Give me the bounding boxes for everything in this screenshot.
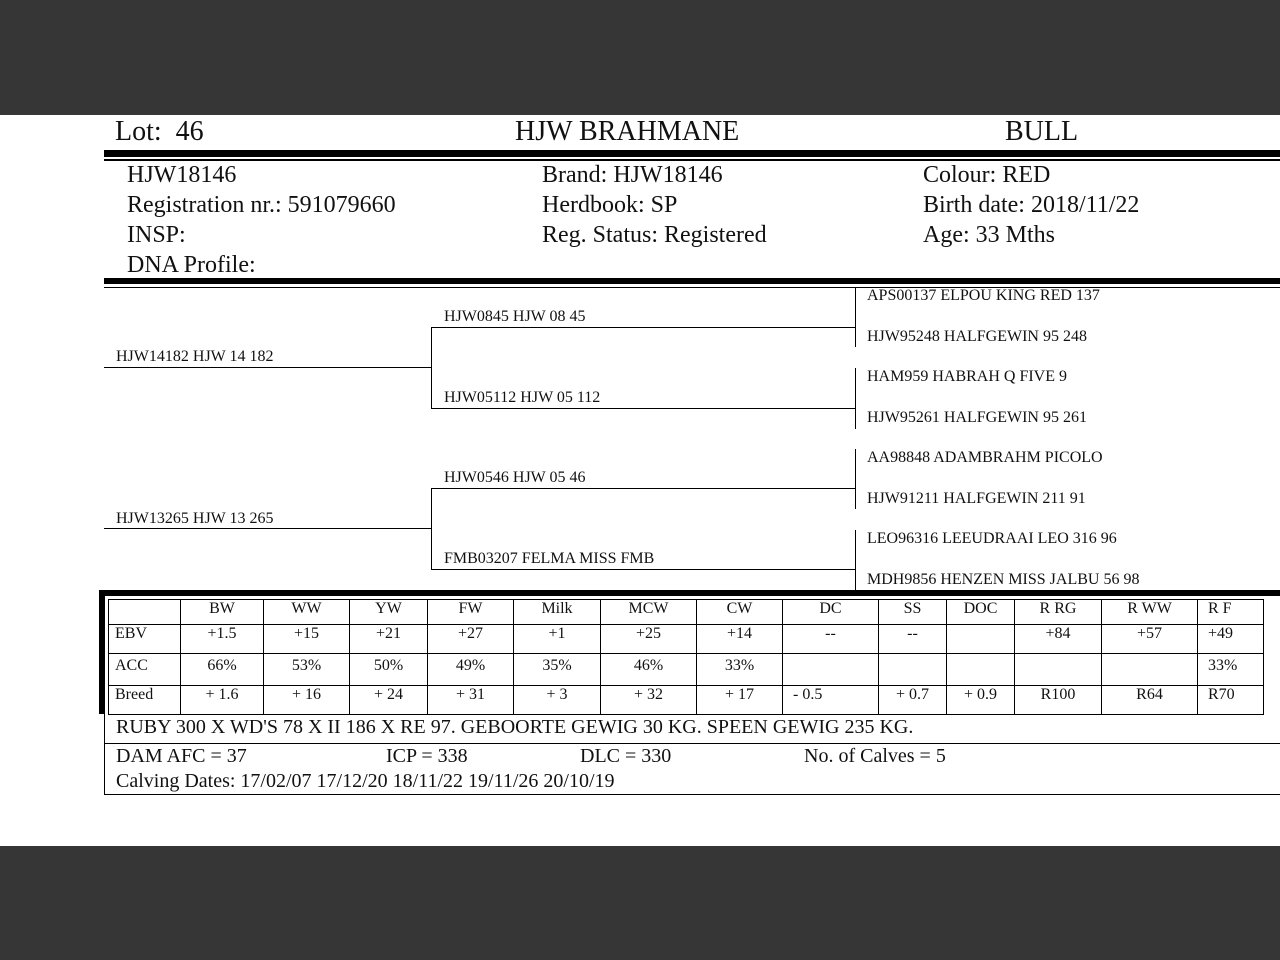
number-of-calves: No. of Calves = 5 <box>804 745 946 767</box>
ebv-top-rule <box>99 590 1280 596</box>
ebv-header-cell: SS <box>879 600 947 625</box>
acc-cell: 35% <box>514 654 601 686</box>
acc-cell: 33% <box>697 654 783 686</box>
gen3-ancestor-5: AA98848 ADAMBRAHM PICOLO <box>867 449 1103 466</box>
lot-label: Lot: 46 <box>115 116 204 147</box>
gen3-bracket-1 <box>855 288 856 347</box>
breed-cell: + 0.7 <box>879 686 947 715</box>
dam: HJW13265 HJW 13 265 <box>116 510 274 527</box>
calving-dates: Calving Dates: 17/02/07 17/12/20 18/11/22 19/11/26 20/10/19 <box>116 770 615 792</box>
acc-cell <box>947 654 1015 686</box>
colour: Colour: RED <box>923 162 1051 188</box>
acc-cell: 49% <box>428 654 514 686</box>
sire-dam-line <box>431 408 855 409</box>
ebv-cell: +57 <box>1102 625 1198 654</box>
dam-sire: HJW0546 HJW 05 46 <box>444 469 586 486</box>
ebv-cell: +84 <box>1015 625 1102 654</box>
dam-dam: FMB03207 FELMA MISS FMB <box>444 550 655 567</box>
bottom-letterbox <box>0 846 1280 960</box>
ebv-cell: +49 <box>1198 625 1264 654</box>
ebv-header-cell: Milk <box>514 600 601 625</box>
gen3-ancestor-4: HJW95261 HALFGEWIN 95 261 <box>867 409 1087 426</box>
pedigree-top-rule <box>104 278 1280 284</box>
ebv-left-rule <box>99 590 105 714</box>
ebv-header-cell: YW <box>350 600 428 625</box>
dam-line <box>104 528 431 529</box>
ebv-cell: +14 <box>697 625 783 654</box>
remarks: RUBY 300 X WD'S 78 X II 186 X RE 97. GEBOORTE GEWIG 30 KG. SPEEN GEWIG 235 KG. <box>116 716 914 738</box>
age: Age: 33 Mths <box>923 222 1055 248</box>
ebv-header-cell: R WW <box>1102 600 1198 625</box>
ebv-cell: -- <box>879 625 947 654</box>
ebv-cell: +25 <box>601 625 697 654</box>
ebv-header-cell: FW <box>428 600 514 625</box>
breed-cell: + 31 <box>428 686 514 715</box>
ebv-header-cell <box>109 600 181 625</box>
breed-cell: + 3 <box>514 686 601 715</box>
pedigree-top-rule-thin <box>104 287 1280 288</box>
herdbook: Herdbook: SP <box>542 192 678 218</box>
ebv-row-label: EBV <box>109 625 181 654</box>
breed-cell: + 17 <box>697 686 783 715</box>
acc-cell <box>1015 654 1102 686</box>
dam-afc: DAM AFC = 37 <box>116 745 247 767</box>
acc-row <box>109 654 1264 686</box>
breed-cell: R70 <box>1198 686 1264 715</box>
gen3-ancestor-7: LEO96316 LEEUDRAAI LEO 316 96 <box>867 530 1117 547</box>
sire: HJW14182 HJW 14 182 <box>116 348 274 365</box>
acc-cell <box>879 654 947 686</box>
ebv-header-row <box>109 600 1264 625</box>
gen3-ancestor-8: MDH9856 HENZEN MISS JALBU 56 98 <box>867 571 1140 588</box>
ebv-header-cell: DOC <box>947 600 1015 625</box>
animal-name: HJW BRAHMANE <box>515 116 740 147</box>
footer-left-rule <box>104 714 105 795</box>
acc-cell <box>1102 654 1198 686</box>
breed-cell: - 0.5 <box>783 686 879 715</box>
ebv-cell: +21 <box>350 625 428 654</box>
ebv-header-cell: BW <box>181 600 264 625</box>
gen3-ancestor-1: APS00137 ELPOU KING RED 137 <box>867 287 1100 304</box>
ebv-cell: -- <box>783 625 879 654</box>
reg-status: Reg. Status: Registered <box>542 222 767 248</box>
breed-cell: + 1.6 <box>181 686 264 715</box>
ebv-row <box>109 625 1264 654</box>
ebv-header-cell: DC <box>783 600 879 625</box>
acc-row-label: ACC <box>109 654 181 686</box>
registration-number: Registration nr.: 591079660 <box>127 192 396 218</box>
sire-bracket <box>431 327 432 409</box>
ebv-header-cell: WW <box>264 600 350 625</box>
sire-sire-line <box>431 327 855 328</box>
ebv-cell: +15 <box>264 625 350 654</box>
breed-cell: + 16 <box>264 686 350 715</box>
ebv-header-cell: MCW <box>601 600 697 625</box>
ebv-cell: +27 <box>428 625 514 654</box>
ebv-table <box>108 599 1264 715</box>
breed-cell: R64 <box>1102 686 1198 715</box>
dna-profile: DNA Profile: <box>127 252 256 278</box>
sire-line <box>104 367 431 368</box>
acc-cell: 46% <box>601 654 697 686</box>
ebv-cell <box>947 625 1015 654</box>
ebv-header-cell: R RG <box>1015 600 1102 625</box>
birth-date: Birth date: 2018/11/22 <box>923 192 1140 218</box>
top-letterbox <box>0 0 1280 115</box>
dam-dam-line <box>431 569 855 570</box>
icp: ICP = 338 <box>386 745 468 767</box>
gen3-ancestor-6: HJW91211 HALFGEWIN 211 91 <box>867 490 1086 507</box>
acc-cell: 50% <box>350 654 428 686</box>
sire-sire: HJW0845 HJW 08 45 <box>444 308 586 325</box>
lot-number: 46 <box>175 116 204 147</box>
ebv-header-cell: R F <box>1198 600 1264 625</box>
acc-cell: 66% <box>181 654 264 686</box>
acc-cell: 33% <box>1198 654 1264 686</box>
dlc: DLC = 330 <box>580 745 672 767</box>
breed-row-label: Breed <box>109 686 181 715</box>
breed-cell: + 0.9 <box>947 686 1015 715</box>
brand: Brand: HJW18146 <box>542 162 723 188</box>
ebv-header-cell: CW <box>697 600 783 625</box>
animal-id: HJW18146 <box>127 162 237 188</box>
breed-cell: + 32 <box>601 686 697 715</box>
dam-bracket <box>431 488 432 570</box>
gen3-bracket-2 <box>855 368 856 429</box>
gen3-bracket-3 <box>855 449 856 509</box>
acc-cell: 53% <box>264 654 350 686</box>
acc-cell <box>783 654 879 686</box>
insp-field: INSP: <box>127 222 186 248</box>
ebv-cell: +1 <box>514 625 601 654</box>
breed-cell: + 24 <box>350 686 428 715</box>
breed-cell: R100 <box>1015 686 1102 715</box>
sire-dam: HJW05112 HJW 05 112 <box>444 389 601 406</box>
footer-divider <box>104 743 1280 744</box>
header-rule <box>104 150 1280 157</box>
animal-sex: BULL <box>1005 116 1079 147</box>
footer-bottom-rule <box>104 794 1280 795</box>
gen3-ancestor-2: HJW95248 HALFGEWIN 95 248 <box>867 328 1087 345</box>
dam-sire-line <box>431 488 855 489</box>
ebv-cell: +1.5 <box>181 625 264 654</box>
gen3-bracket-4 <box>855 530 856 590</box>
gen3-ancestor-3: HAM959 HABRAH Q FIVE 9 <box>867 368 1068 385</box>
breed-row <box>109 686 1264 715</box>
